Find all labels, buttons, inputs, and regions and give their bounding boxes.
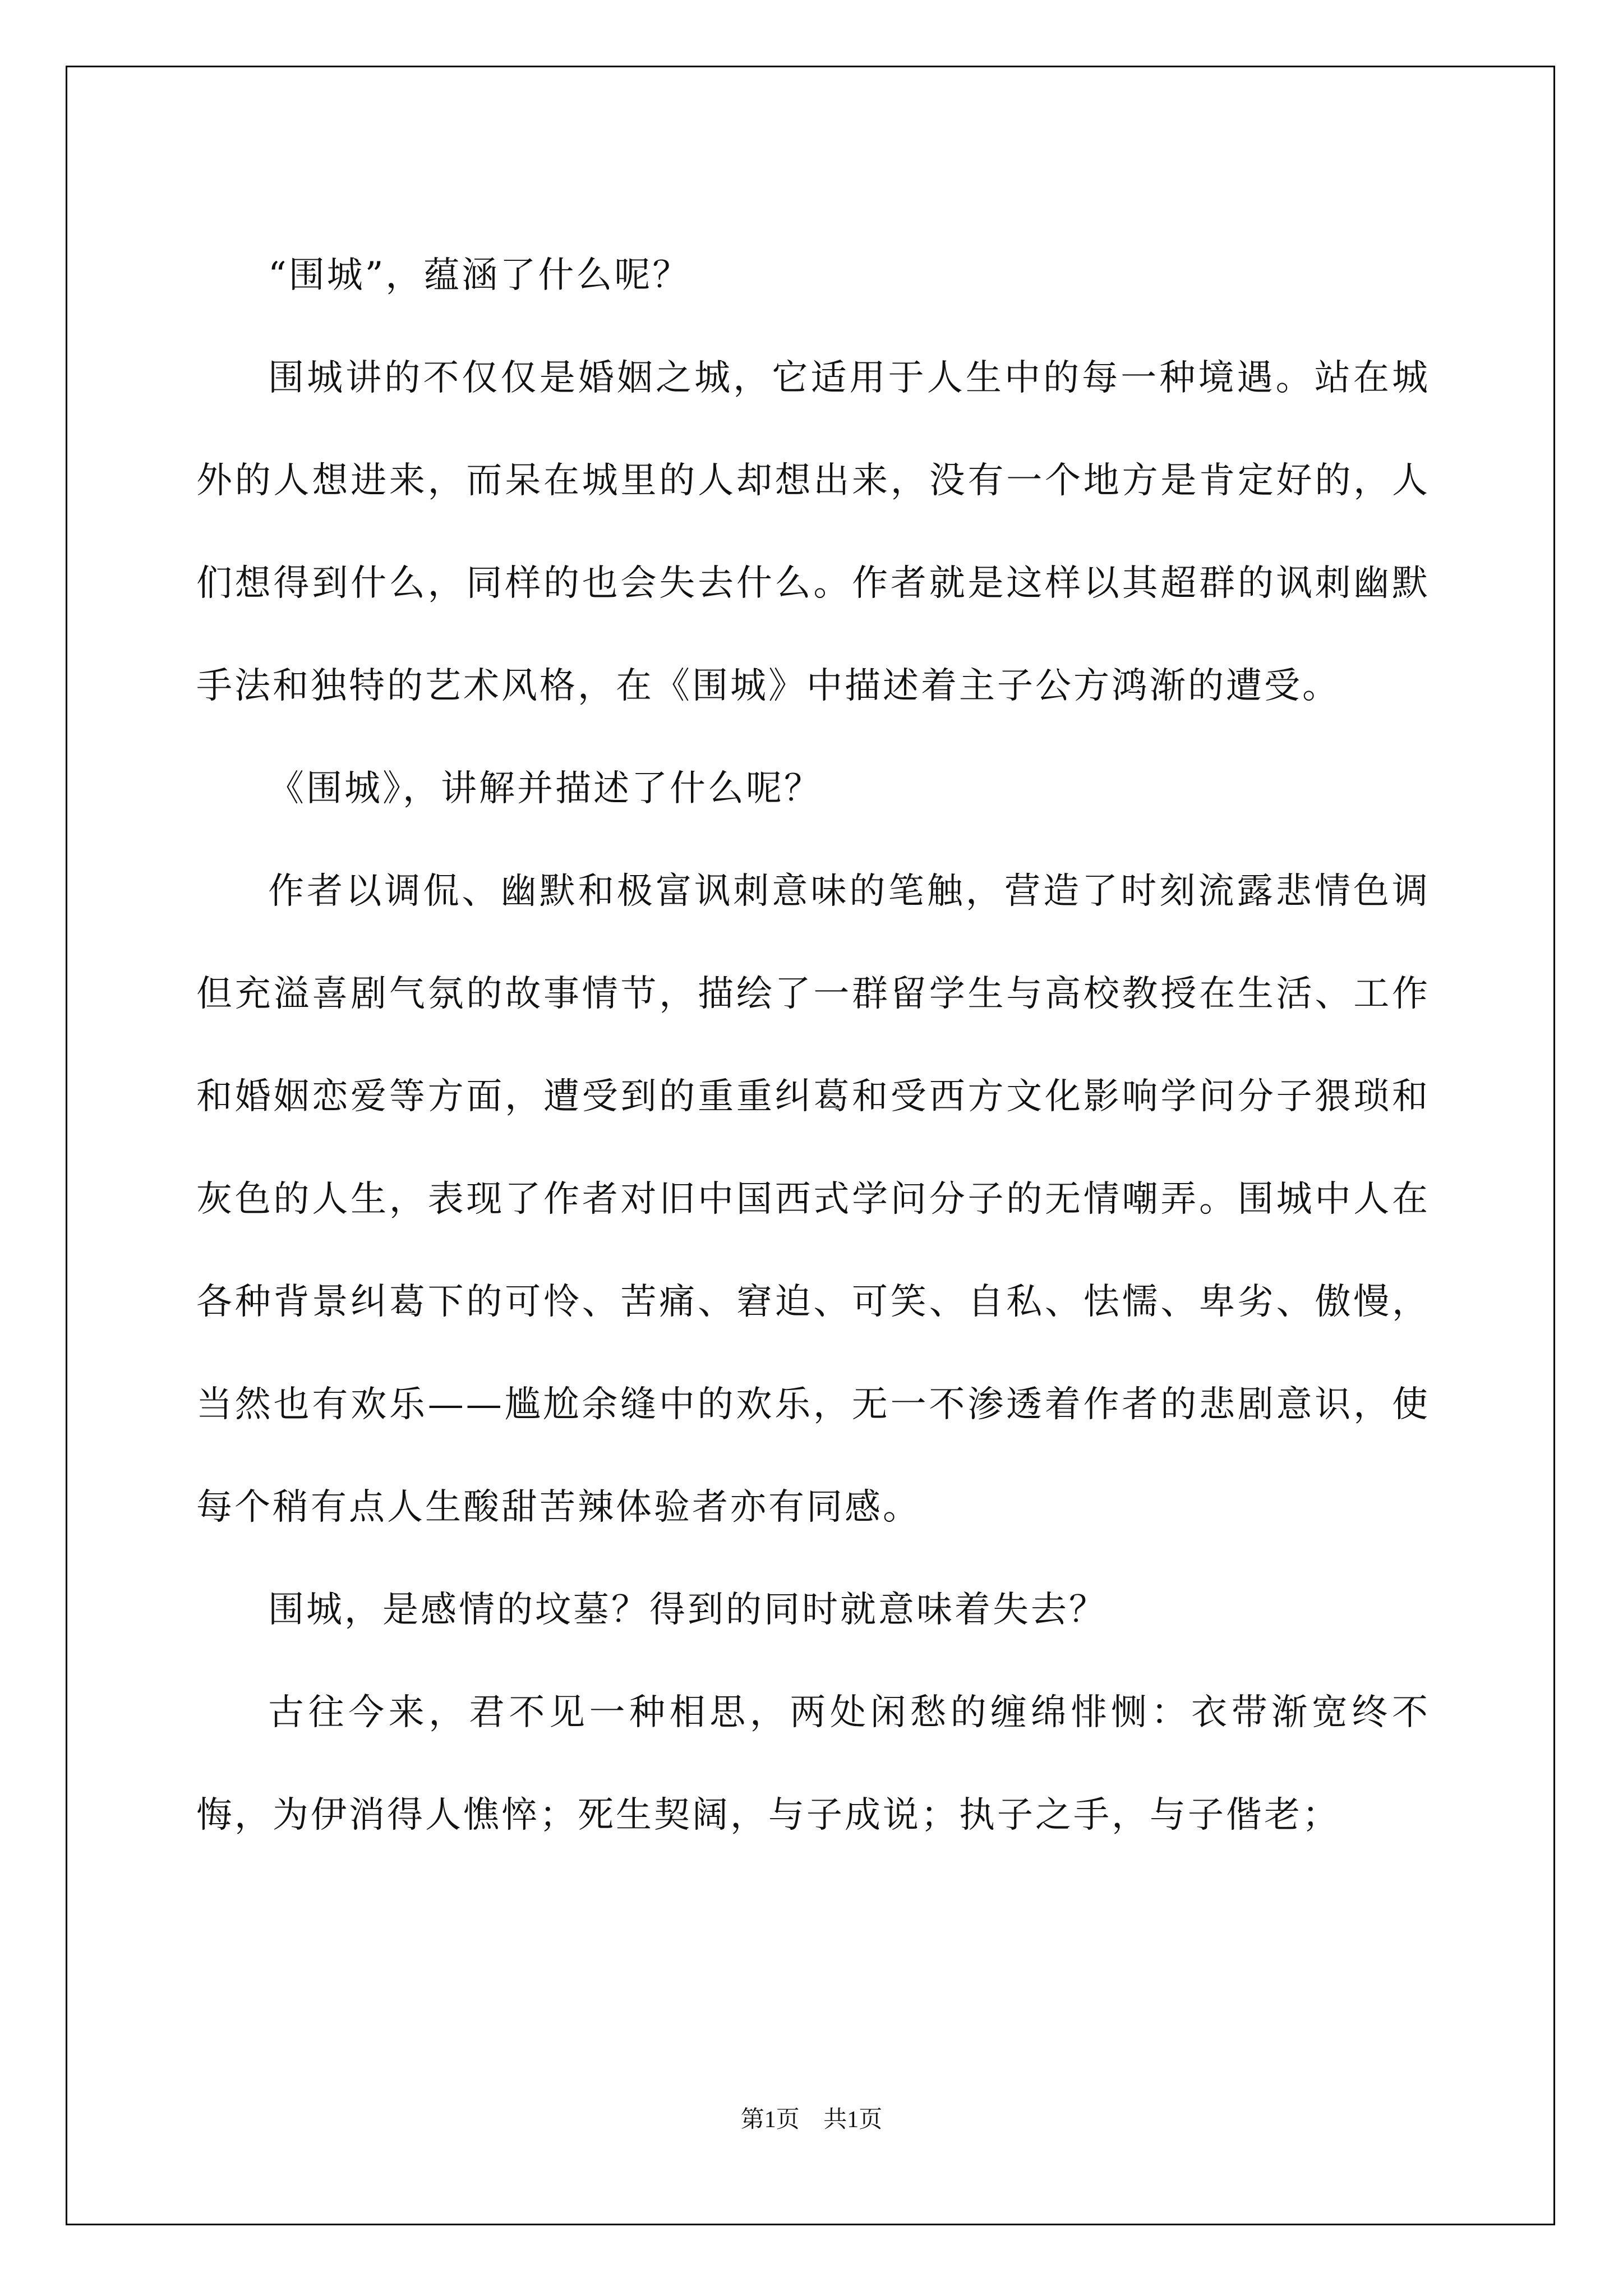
- paragraph-ancient-love: 古往今来，君不见一种相思，两处闲愁的缠绵悱恻：衣带渐宽终不悔，为伊消得人憔悴；死生契阔，与子成说；执子之手，与子偕老；: [196, 1692, 1430, 1836]
- paragraph-question-3: 围城，是感情的坟墓？得到的同时就意味着失去？: [268, 1589, 1107, 1631]
- page-number: 第1页: [740, 2107, 800, 2133]
- paragraph-question-1: “围城”，蕴涵了什么呢？: [268, 255, 691, 296]
- page-total: 共1页: [823, 2107, 883, 2133]
- paragraph-description: 作者以调侃、幽默和极富讽刺意味的笔触，营造了时刻流露悲情色调但充溢喜剧气氛的故事情节，描绘了一群留学生与高校教授在生活、工作和婚姻恋爱等方面，遭受到的重重纠葛和受西方文化影响学问分子猥琐和灰色的人生，表现了作者对旧中国西式学问分子的无情嘲弄。围城中人在各种背景纠葛下的可怜、苦痛、窘迫、可笑、自私、怯懦、卑劣、傲慢，当然也有欢乐——尴尬余缝中的欢乐，无一不渗透着作者的悲剧意识，使每个稍有点人生酸甜苦辣体验者亦有同感。: [196, 871, 1430, 1528]
- page-footer: [0, 2101, 1623, 2134]
- paragraph-question-2: 《围城》，讲解并描述了什么呢？: [268, 768, 822, 809]
- document-body: [196, 224, 1430, 1867]
- paragraph-weicheng-meaning: 围城讲的不仅仅是婚姻之城，它适用于人生中的每一种境遇。站在城外的人想进来，而呆在城里的人却想出来，没有一个地方是肯定好的，人们想得到什么，同样的也会失去什么。作者就是这样以其超群的讽刺幽默手法和独特的艺术风格，在《围城》中描述着主子公方鸿渐的遭受。: [196, 357, 1430, 707]
